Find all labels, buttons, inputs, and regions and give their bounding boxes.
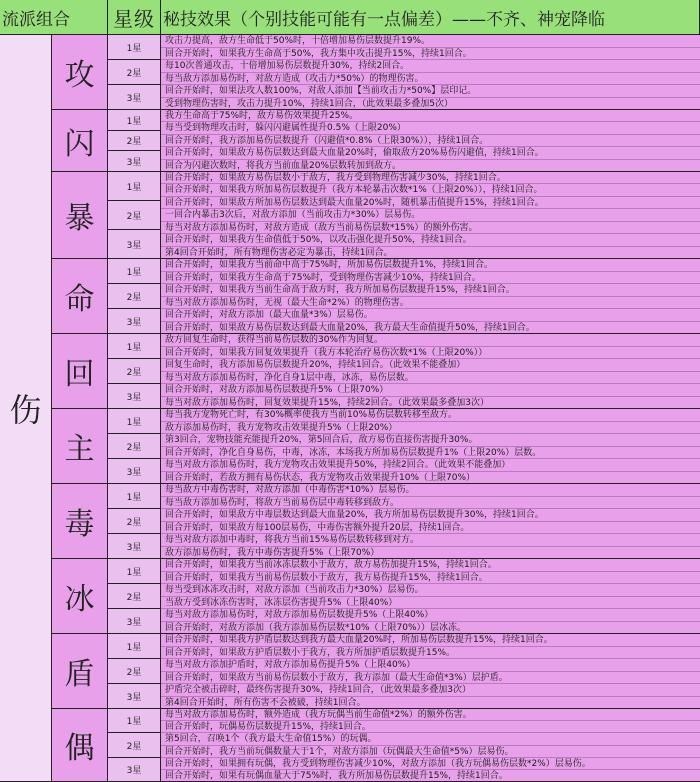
effect-line: 回合开始时，如果敌方易伤层数小于敌方，我方受到物理伤害减少30%，持续1回合。 (161, 172, 700, 184)
effect-line: 敌方添加易伤时，我方中毒伤害提升5%（上限70%） (161, 547, 700, 559)
effect-line: 回合开始时，若敌方拥有易伤状态，我方宠物攻击效果提升10%（上限70%） (161, 472, 700, 484)
effect-line: 回合开始时，如果敌方护盾层数小于我方，我方所加护盾层数提升15%。 (161, 647, 700, 659)
effect-line: 每当对敌方添加护盾时，对敌方添加易伤提升5%（上限40%） (161, 659, 700, 672)
effect-line: 每当敌方添加易伤时，将敌方当前易伤层中毒转移到敌方。 (161, 497, 700, 509)
effect-line: 敌方回复生命时，获得当前易伤层数的30%作为回复。 (161, 334, 700, 347)
effect-line: 回合开始时，如果我方生命高于50%，我方集中攻击提升15%，持续1回合。 (161, 48, 700, 60)
effect-line: 攻击力提高，敌方生命低于50%时，十倍增加易伤层数提升19%。 (161, 35, 700, 48)
star-level-cell: 3星 (108, 384, 161, 409)
star-level-cell: 1星 (108, 259, 161, 284)
star-level-cell: 2星 (108, 434, 161, 459)
group-name-cell: 毒 (52, 484, 108, 559)
effect-line: 回合开始时，如果法攻人数100%，对敌人添加【当前攻击力*50%】层印记。 (161, 85, 700, 98)
category-cell: 伤 (0, 35, 52, 782)
effect-line: 每当对敌方添加易伤时，净化自身1层中毒，冰冻，易伤层数。 (161, 372, 700, 384)
star-level-cell: 3星 (108, 459, 161, 484)
star-level-cell: 2星 (108, 584, 161, 609)
star-level-cell: 3星 (108, 758, 161, 782)
star-level-cell: 2星 (108, 733, 161, 758)
star-level-cell: 2星 (108, 359, 161, 384)
effect-line: 回合开始时，如果我方当前生命高于敌方时，我方所加易伤层数提升15%，持续1回合。 (161, 284, 700, 297)
star-level-cell: 1星 (108, 35, 161, 60)
effect-line: 回复生命时，我方添加易伤层数提升20%，持续1回合。（此效果不能叠加） (161, 359, 700, 372)
effect-line: 回合开始时，如果敌方每100层易伤，中毒伤害额外提升20层，持续1回合。 (161, 522, 700, 534)
effect-line: 每当对敌方添加易伤时，我方宠物攻击效果提升50%，持续2回合。（此效果不能叠加） (161, 459, 700, 472)
effect-line: 我方生命高于75%时，敌方易伤效果提升25%。 (161, 110, 700, 122)
effect-line: 回合开始时，我方添加易伤层数提升（闪避值*0.8%（上限30%）），持续1回合。 (161, 135, 700, 147)
effect-line: 回合开始时，净化自身易伤，中毒，冰冻，本场我方所加易伤层数提升1%（上限20%）层数。 (161, 447, 700, 459)
group-name-cell: 回 (52, 334, 108, 409)
star-level-cell: 3星 (108, 684, 161, 709)
group-name-cell: 暴 (52, 172, 108, 259)
star-level-cell: 3星 (108, 151, 161, 172)
star-level-cell: 1星 (108, 559, 161, 584)
star-level-cell: 3星 (108, 85, 161, 110)
effect-line: 回合为闪避次数时，将我方当前血量20%层数转加到敌方。 (161, 160, 700, 172)
effect-line: 护盾完全被击碎时，最终伤害提升30%，持续1回合，（此效果最多叠加3次） (161, 684, 700, 697)
effect-line: 回合开始时，对敌方添加易伤层数提升5%（上限70%） (161, 384, 700, 397)
effect-line: 每当对敌方添加易伤时，额外造成（我方玩偶当前生命值*2%）的额外伤害。 (161, 709, 700, 721)
group-name-cell: 主 (52, 409, 108, 484)
effect-line: 回合开始时，如果我方当前命中高于75%时，所加易伤层数提升1%，持续1回合。 (161, 259, 700, 272)
star-level-cell: 1星 (108, 172, 161, 201)
group-name-cell: 攻 (52, 35, 108, 110)
effect-line: 回合开始时，如果敌方当前易伤层数小于敌方，我方添加（最大生命值*3%）层护盾。 (161, 672, 700, 684)
star-level-cell: 1星 (108, 709, 161, 733)
effect-line: 回合开始时，如果敌方易伤层数达到最大血量20%时，偷取敌方20%易伤闪避值，持续1回合。 (161, 147, 700, 160)
effect-line: 当敌方受到冰冻伤害时，冰冻层伤害提升5%（上限40%） (161, 597, 700, 609)
effect-line: 回合开始时，对敌方添加（我方添加易伤层数*10%（上限70%））层冰冻。 (161, 622, 700, 634)
effect-line: 每当我方宠物死亡时，有30%概率使我方当前10%易伤层数转移至敌方。 (161, 409, 700, 422)
effect-line: 回合开始时，如果我方生命值低于50%，以攻击强化提升50%，持续1回合。 (161, 234, 700, 247)
header-faction-combo: 流派组合 (0, 0, 108, 35)
star-level-cell: 1星 (108, 334, 161, 359)
effect-line: 回合开始时，如果我方护盾层数达到我方最大血量20%时，所加易伤层数提升15%，持续1回合。 (161, 634, 700, 647)
effect-line: 第3回合，宠物技能充能提升20%，第5回合后，敌方易伤直接伤害提升30%。 (161, 434, 700, 447)
effect-line: 第5回合，召唤1个（我方最大生命值15%）的玩偶。 (161, 733, 700, 746)
effect-line: 回合开始时，如果有玩偶血量大于75%时，我方所加易伤层数提升15%，持续1回合。 (161, 770, 700, 782)
effect-line: 每当对敌方添加易伤时，回复效果提升15%，持续2回合。（此效果最多叠加3次） (161, 397, 700, 409)
effect-line: 回合开始时，如果敌方所加易伤层数达到最大血量20%时，随机暴击值提升15%，持续1回合。 (161, 197, 700, 209)
star-level-cell: 2星 (108, 131, 161, 151)
star-level-cell: 2星 (108, 201, 161, 230)
header-star-level: 星级 (108, 0, 161, 35)
header-skill-effect: 秘技效果（个别技能可能有一点偏差）——不齐、神宠降临 (161, 0, 700, 35)
effect-line: 第4回合开始时，所有伤害不会被破，持续1回合。 (161, 697, 700, 709)
effect-line: 回合开始时，如果拥有玩偶，我方受到物理伤害减少10%，对敌方添加（我方玩偶易伤层数*2%）层易伤。 (161, 758, 700, 770)
effect-line: 回合开始时，如果我方当前易伤层数小于敌方，我方易伤提升15%，持续1回合。 (161, 572, 700, 584)
star-level-cell: 3星 (108, 230, 161, 259)
effect-line: 回合开始时，如果我方当前冰冻层数小于敌方，敌方易伤加提升15%，持续1回合。 (161, 559, 700, 572)
effect-line: 每当受到冰冻攻击时，对敌方添加（当前攻击力*30%）层易伤。 (161, 584, 700, 597)
effect-line: 每当对敌方添加中毒时，将我方当前15%易伤层数转移到对方。 (161, 534, 700, 547)
effect-line: 受到物理伤害时，攻击力提升10%，持续1回合，（此效果最多叠加5次） (161, 98, 700, 110)
effect-line: 回合开始时，玩偶易伤层数提升15%，持续1回合。 (161, 721, 700, 733)
effect-line: 敌方添加易伤时，我方宠物攻击效果提升5%（上限20%） (161, 422, 700, 434)
effect-line: 每当受到物理攻击时，躲闪闪避属性提升0.5%（上限20%） (161, 122, 700, 135)
effect-line: 回合开始时，对敌方添加（最大血量*3%）层易伤。 (161, 309, 700, 322)
star-level-cell: 3星 (108, 609, 161, 634)
effect-line: 回合开始时，我方当前玩偶数量大于1个，对敌方添加（玩偶最大生命值*5%）层易伤。 (161, 746, 700, 758)
star-level-cell: 3星 (108, 534, 161, 559)
effect-line: 每当对敌方添加易伤时，对敌方添加易伤层数提升5%（上限40%） (161, 609, 700, 622)
group-name-cell: 盾 (52, 634, 108, 709)
star-level-cell: 2星 (108, 284, 161, 309)
effect-line: 每10次普通攻击，十倍增加易伤层数提升30%，持续2回合。 (161, 60, 700, 73)
effect-line: 一回合内暴击3次后，对敌方添加（当前攻击力*30%）层易伤。 (161, 209, 700, 222)
group-name-cell: 偶 (52, 709, 108, 782)
effect-line: 回合开始时，如果敌方中毒层数达到最大血量20%，我方所加易伤层数提升30%，持续1回合。 (161, 509, 700, 522)
star-level-cell: 2星 (108, 60, 161, 85)
effect-line: 每当敌方中毒伤害时，对敌方添加（中毒伤害*10%）层易伤。 (161, 484, 700, 497)
effect-line: 回合开始时，如果我方所加易伤层数提升（我方本轮暴击次数*1%（上限20%）），持续1回合。 (161, 184, 700, 197)
effect-line: 第4回合开始时，所有物理伤害必定为暴击，持续1回合。 (161, 247, 700, 259)
star-level-cell: 2星 (108, 509, 161, 534)
effect-line: 回合开始时，如果敌方易伤层数达到最大血量20%，我方最大生命值提升50%，持续1回合。 (161, 322, 700, 334)
effect-line: 回合开始时，如果我方生命高于75%时，受到物理伤害减少10%，持续1回合。 (161, 272, 700, 284)
star-level-cell: 1星 (108, 484, 161, 509)
effect-line: 每当对敌方添加易伤时，无视（最大生命*2%）的物理伤害。 (161, 297, 700, 309)
group-name-cell: 命 (52, 259, 108, 334)
effect-line: 回合开始时，如果我方回复效果提升（我方本轮治疗易伤次数*1%（上限20%）） (161, 347, 700, 359)
star-level-cell: 1星 (108, 409, 161, 434)
star-level-cell: 1星 (108, 110, 161, 131)
star-level-cell: 1星 (108, 634, 161, 659)
group-name-cell: 冰 (52, 559, 108, 634)
effect-line: 每当对敌方添加易伤时，对敌方造成（敌方当前易伤层数*15%）的额外伤害。 (161, 222, 700, 234)
star-level-cell: 2星 (108, 659, 161, 684)
effect-line: 每当敌方添加易伤时，对敌方造成（攻击力*50%）的物理伤害。 (161, 73, 700, 85)
star-level-cell: 3星 (108, 309, 161, 334)
group-name-cell: 闪 (52, 110, 108, 172)
